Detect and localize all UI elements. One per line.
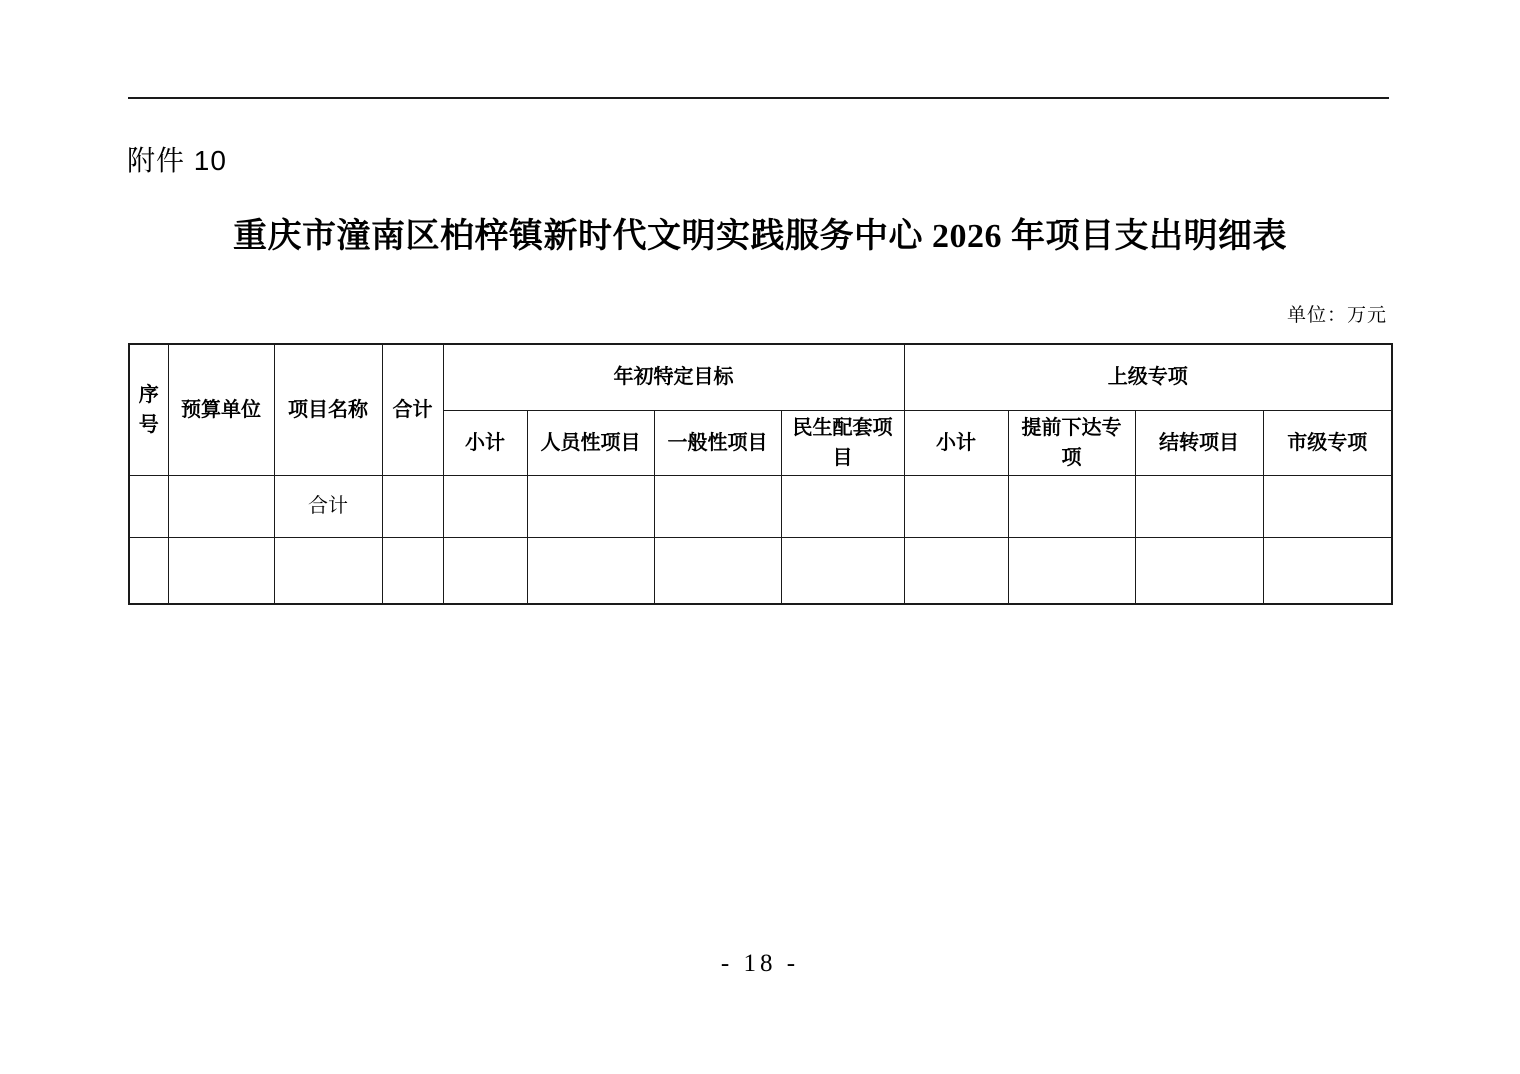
- cell-sp-advance: [1008, 537, 1135, 604]
- cell-sp-subtotal: [904, 475, 1008, 537]
- cell-total: [382, 475, 443, 537]
- cell-yb-personnel: [527, 475, 654, 537]
- cell-project-name: [274, 537, 382, 604]
- cell-yb-livelihood: [781, 475, 904, 537]
- cell-serial: [129, 475, 168, 537]
- cell-total: [382, 537, 443, 604]
- cell-budget-unit: [168, 475, 274, 537]
- cell-sp-municipal: [1263, 475, 1392, 537]
- table-row-total: [129, 475, 1392, 537]
- cell-yb-livelihood: [781, 537, 904, 604]
- cell-sp-carryover: [1135, 537, 1263, 604]
- col-header-sp-carryover: 结转项目: [1135, 410, 1263, 475]
- unit-note: 单位：万元: [1286, 305, 1387, 326]
- cell-yb-personnel: [527, 537, 654, 604]
- col-header-sp-subtotal: 小计: [904, 410, 1008, 475]
- col-header-budget-unit: 预算单位: [168, 344, 274, 475]
- cell-yb-general: [654, 475, 781, 537]
- col-header-project-name: 项目名称: [274, 344, 382, 475]
- cell-yb-subtotal: [443, 537, 527, 604]
- cell-sp-carryover: [1135, 475, 1263, 537]
- col-header-yb-livelihood: 民生配套项目: [781, 410, 904, 475]
- col-group-year-begin-target: 年初特定目标: [443, 344, 904, 410]
- col-group-superior-special: 上级专项: [904, 344, 1392, 410]
- page-title: 重庆市潼南区柏梓镇新时代文明实践服务中心 2026 年项目支出明细表: [233, 218, 1287, 255]
- budget-table: [128, 343, 1393, 605]
- cell-serial: [129, 537, 168, 604]
- cell-sp-advance: [1008, 475, 1135, 537]
- col-header-yb-general: 一般性项目: [654, 410, 781, 475]
- cell-yb-general: [654, 537, 781, 604]
- header-rule: [128, 97, 1389, 99]
- col-header-yb-personnel: 人员性项目: [527, 410, 654, 475]
- cell-sp-municipal: [1263, 537, 1392, 604]
- col-header-sp-municipal: 市级专项: [1263, 410, 1392, 475]
- col-header-serial: 序号: [129, 344, 168, 475]
- cell-budget-unit: [168, 537, 274, 604]
- col-header-sp-advance: 提前下达专项: [1008, 410, 1135, 475]
- cell-sp-subtotal: [904, 537, 1008, 604]
- table-row-empty: [129, 537, 1392, 604]
- page-number: - 18 -: [720, 950, 800, 977]
- col-header-total: 合计: [382, 344, 443, 475]
- cell-project-name: 合计: [274, 475, 382, 537]
- col-header-yb-subtotal: 小计: [443, 410, 527, 475]
- cell-yb-subtotal: [443, 475, 527, 537]
- attachment-label: 附件 10: [127, 145, 227, 176]
